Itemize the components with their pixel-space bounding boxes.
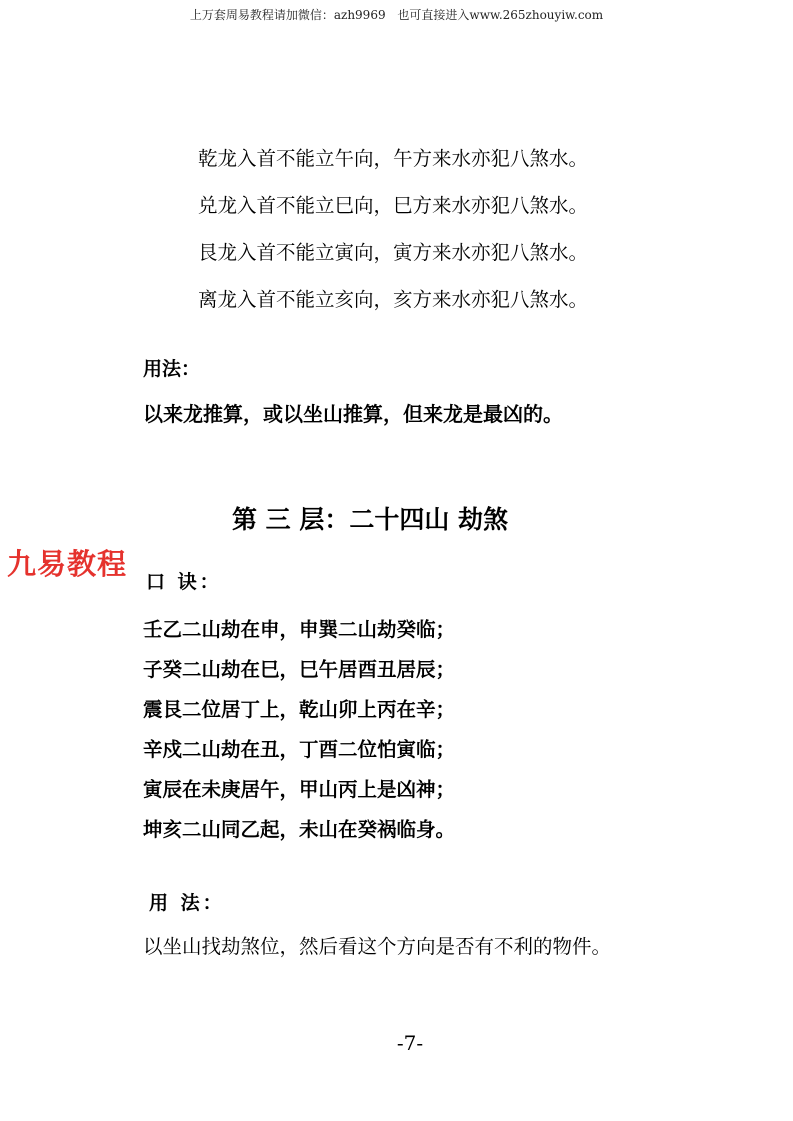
section-title: 第 三 层：二十四山 劫煞 [231,505,509,534]
usage-label-2: 用 法： [149,892,225,914]
mnemonic-label: 口 诀： [146,571,222,593]
usage-text: 以来龙推算，或以坐山推算，但来龙是最凶的。 [143,402,563,426]
verse-line: 兑龙入首不能立巳向，巳方来水亦犯八煞水。 [198,194,589,217]
header-wechat-text: 上万套周易教程请加微信：azh9969 [189,8,386,22]
mnemonic-line: 寅辰在未庚居午，甲山丙上是凶神； [143,778,456,801]
page-number: -7- [396,1031,424,1055]
verse-block [198,144,588,332]
page-header [0,6,793,23]
mnemonic-line: 壬乙二山劫在申，申巽二山劫癸临； [143,618,456,641]
usage-label: 用法： [143,358,201,380]
watermark-logo: 九易教程 [7,547,128,581]
usage-text-2: 以坐山找劫煞位，然后看这个方向是否有不利的物件。 [143,935,612,958]
verse-line: 乾龙入首不能立午向，午方来水亦犯八煞水。 [198,147,589,170]
verse-line: 离龙入首不能立亥向，亥方来水亦犯八煞水。 [198,288,589,311]
mnemonic-line: 震艮二位居丁上，乾山卯上丙在辛； [143,698,456,721]
mnemonic-block [143,615,455,855]
mnemonic-line: 坤亥二山同乙起，未山在癸祸临身。 [143,818,456,841]
mnemonic-line: 子癸二山劫在巳，巳午居酉丑居辰； [143,658,456,681]
header-website-text: 也可直接进入www.265zhouyiw.com [397,8,604,22]
mnemonic-line: 辛戍二山劫在丑，丁酉二位怕寅临； [143,738,456,761]
verse-line: 艮龙入首不能立寅向，寅方来水亦犯八煞水。 [198,241,589,264]
